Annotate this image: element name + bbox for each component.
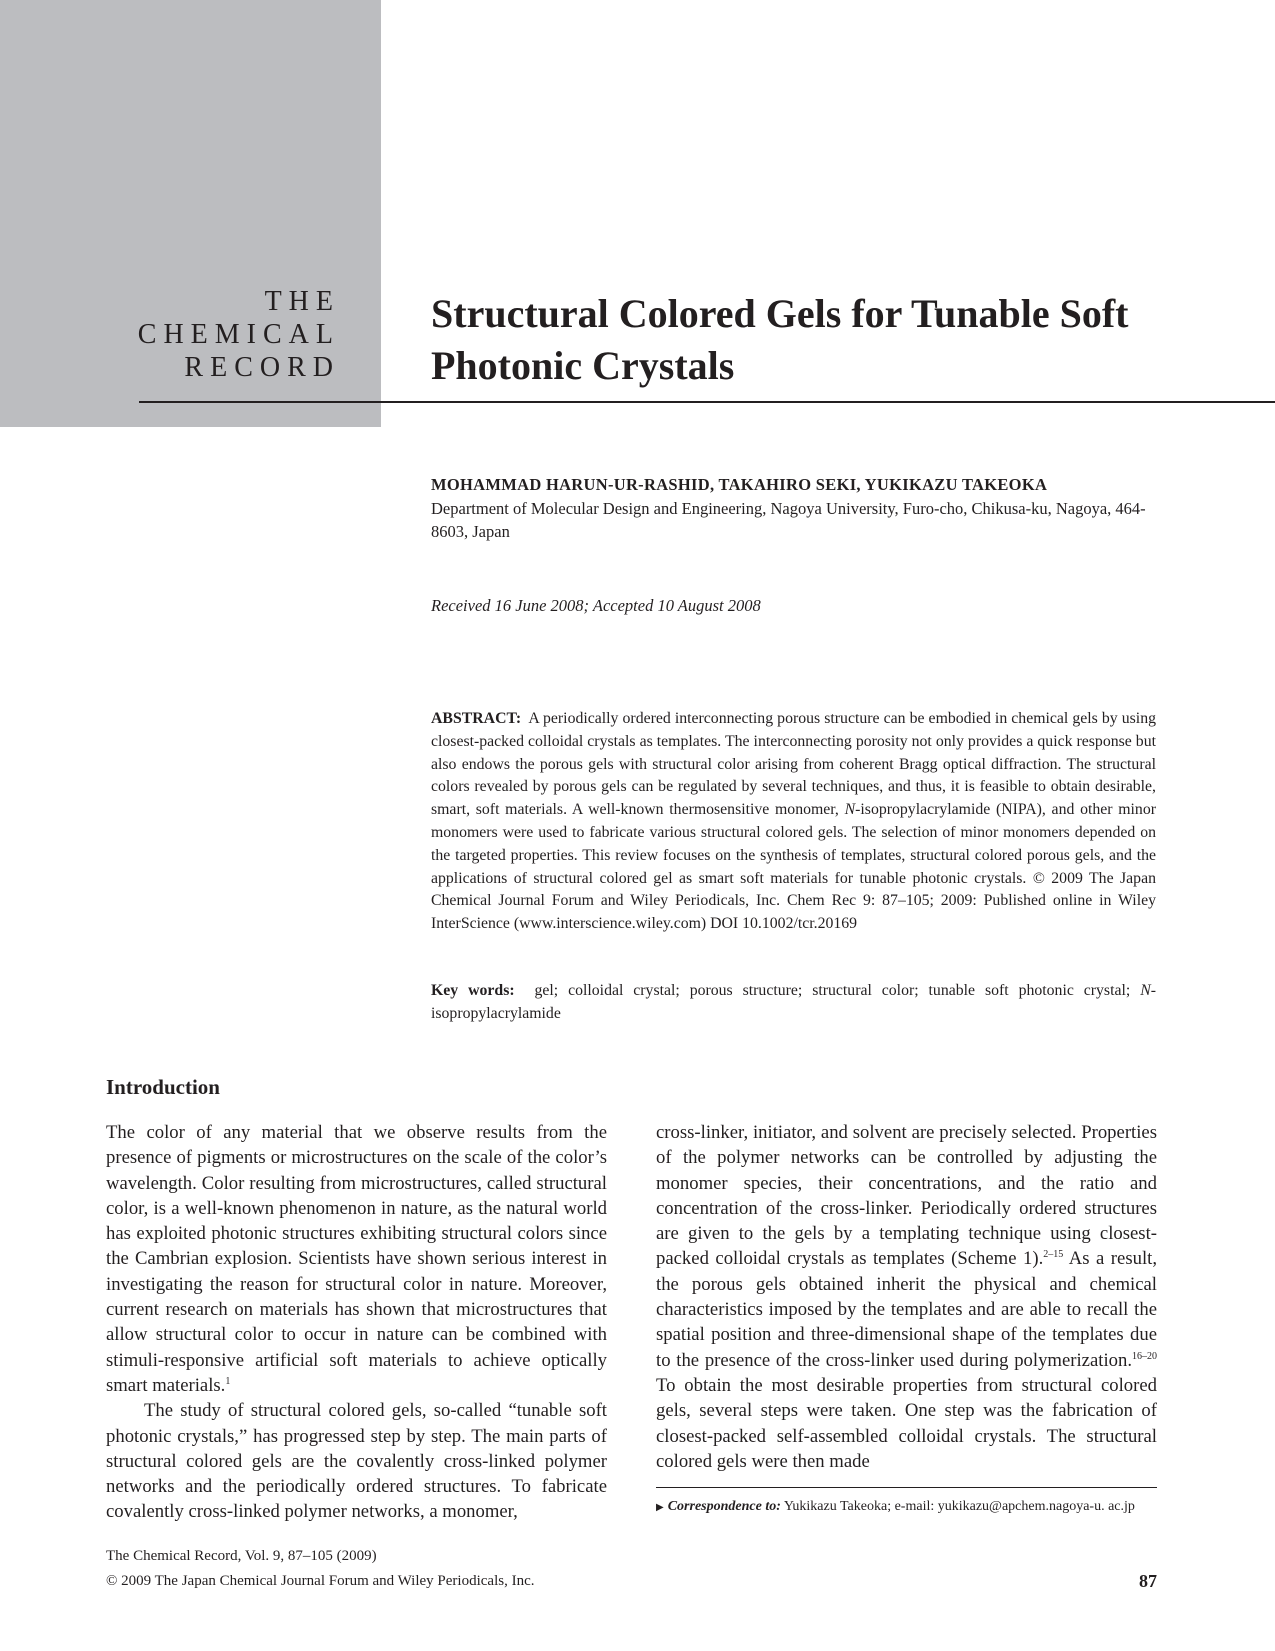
article-title [431,288,1251,392]
journal-name [138,285,340,384]
article-title-line1: Structural Colored Gels for Tunable Soft [431,291,1129,336]
correspondence-text: Yukikazu Takeoka; e-mail: yukikazu@apchem.nagoya-u. ac.jp [780,1499,1135,1514]
article-title-line2: Photonic Crystals [431,343,735,388]
abstract-text: -isopropylacrylamide (NIPA), and other minor monomers were used to fabricate various structural colored gels. The selection of minor monomers depended on the targeted properties. This review focuses on the synthesis of templates, structural colored porous gels, and the applications of structural colored gel as smart soft materials for tunable photonic crystals. © 2009 The Japan Chemical Journal Forum and Wiley Periodicals, Inc. Chem Rec 9: 87–105; 2009: Published online in Wiley InterScience (www.interscience.wiley.com) DOI 10.1002/tcr.20169 [431,801,1156,933]
keywords [431,980,1156,1026]
paragraph-text: cross-linker, initiator, and solvent are precisely selected. Properties of the polymer networks can be controlled by adjusting the monomer species, their concentrations, and the ratio and concentration of the cross-linker. Periodically ordered structures are given to the gels by a templating technique using closest-packed colloidal crystals as templates (Scheme 1). [656,1122,1157,1270]
body-paragraph: The study of structural colored gels, so-called “tunable soft photonic crystals,” has progressed step by step. The main parts of structural colored gels are the covalently cross-linked polymer networks and the periodically ordered structures. To fabricate covalently cross-linked polymer networks, a monomer, [106,1400,607,1523]
footer-citation: The Chemical Record, Vol. 9, 87–105 (2009) [106,1548,377,1564]
abstract-label: ABSTRACT: [431,710,522,727]
affiliation: Department of Molecular Design and Engineering, Nagoya University, Furo-cho, Chikusa-ku, Nagoya, 464-8603, Japan [431,499,1146,541]
abstract [431,708,1156,936]
citation-superscript: 1 [225,1375,231,1387]
section-heading-introduction: Introduction [106,1075,220,1099]
journal-name-line: THE [264,286,340,317]
keywords-text: gel; colloidal crystal; porous structure; structural color; tunable soft photonic crystal; [534,982,1141,999]
body-column-left [106,1120,607,1525]
keywords-label: Key words: [431,982,515,999]
header-rule [139,401,1275,403]
paragraph-text: The color of any material that we observe results from the presence of pigments or microstructures on the scale of the color’s wavelength. Color resulting from microstructures, called structural color, is a well-known phenomenon in nature, as the natural world has exploited photonic structures exhibiting structural colors since the Cambrian explosion. Scientists have shown serious interest in investigating the reason for structural color in nature. Moreover, current research on materials has shown that microstructures that allow structural color to occur in nature can be combined with stimuli-responsive artificial soft materials to achieve optically smart materials. [106,1122,607,1396]
citation-superscript: 16–20 [1132,1350,1157,1362]
abstract-text: A periodically ordered interconnecting porous structure can be embodied in chemical gels by using closest-packed colloidal crystals as templates. The interconnecting porosity not only provides a quick response but also endows the porous gels with structural color arising from coherent Bragg optical diffraction. The structural colors revealed by porous gels can be regulated by several techniques, and thus, it is feasible to obtain desirable, smart, soft materials. A well-known thermosensitive monomer, [431,710,1156,819]
body-column-right [656,1120,1157,1474]
journal-name-line: CHEMICAL [137,319,340,350]
citation-superscript: 2–15 [1043,1249,1064,1261]
author-list: MOHAMMAD HARUN-UR-RASHID, TAKAHIRO SEKI, YUKIKAZU TAKEOKA [431,475,1048,494]
journal-name-line: RECORD [184,352,340,383]
body-paragraph [656,1120,1157,1474]
paragraph-text: As a result, the porous gels obtained inherit the physical and chemical characteristics imposed by the templates and are able to recall the spatial position and three-dimensional shape of the templates due to the presence of the cross-linker used during polymerization. [656,1248,1157,1371]
keywords-italic: N [1140,982,1151,999]
correspondence-label: Correspondence to: [667,1499,781,1514]
footnote-rule [656,1487,1157,1488]
abstract-italic: N [844,801,856,819]
keywords-text: -isopropylacrylamide [431,982,1156,1022]
triangle-right-icon: ▶ [656,1502,664,1513]
paragraph-text: To obtain the most desirable properties from structural colored gels, several steps were taken. One step was the fabrication of closest-packed self-assembled colloidal crystals. The structural colored gels were then made [656,1374,1157,1472]
footer-copyright: © 2009 The Japan Chemical Journal Forum and Wiley Periodicals, Inc. [106,1573,535,1589]
received-dates: Received 16 June 2008; Accepted 10 August 2008 [431,596,761,615]
correspondence-footnote [656,1499,1135,1515]
page-number: 87 [1139,1571,1157,1591]
body-paragraph [106,1120,607,1398]
